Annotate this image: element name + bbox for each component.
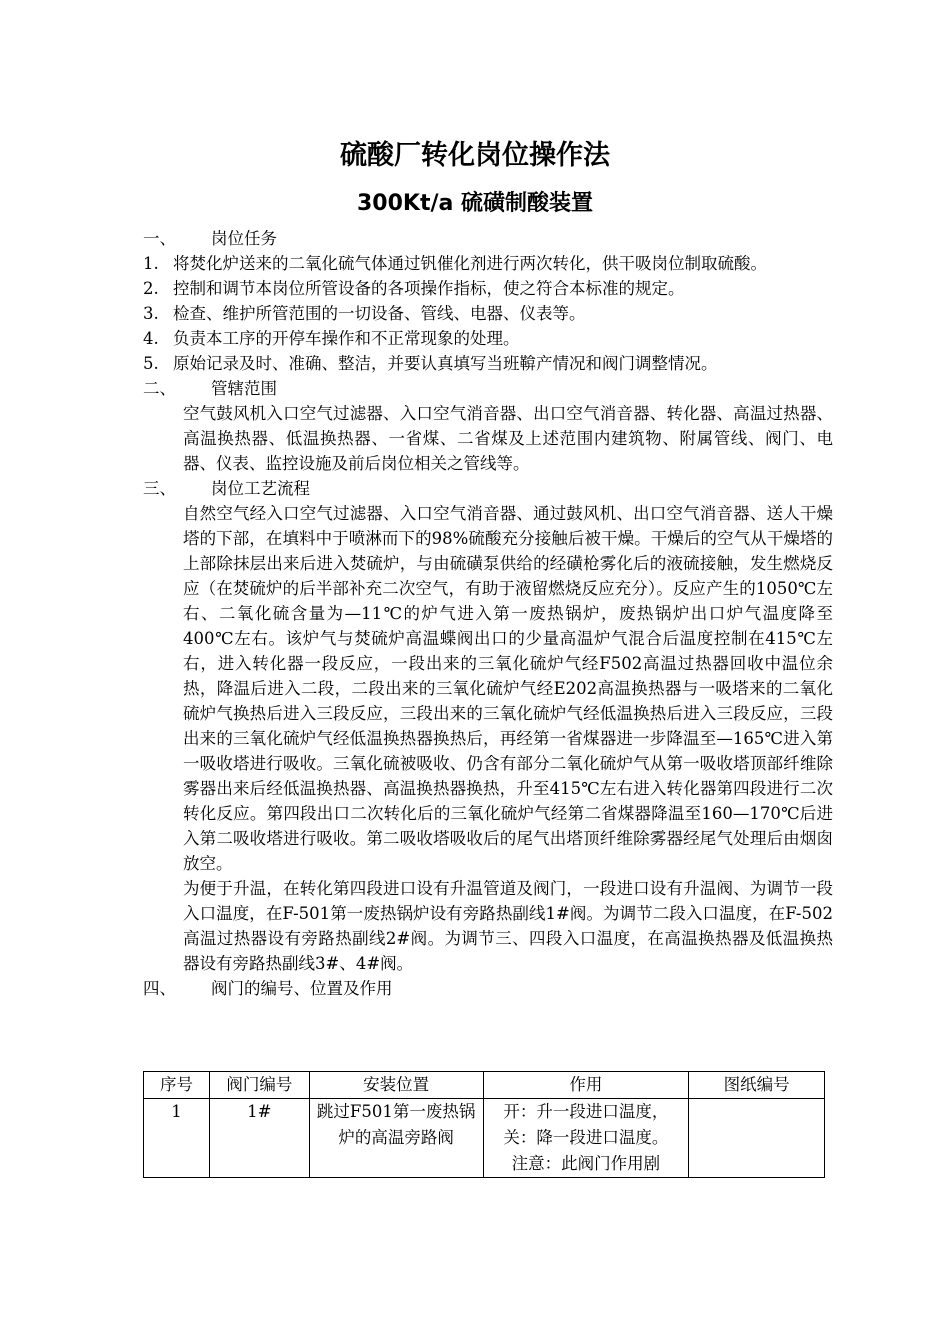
cell-location: 跳过F501第一废热锅炉的高温旁路阀 — [309, 1099, 483, 1178]
section-heading-scope: 二、 管辖范围 — [143, 379, 277, 398]
process-paragraph-2: 为便于升温，在转化第四段进口设有升温管道及阀门，一段进口设有升温阀、为调节一段入口温度，在F-501第一废热锅炉设有旁路热副线1#阀。为调节二段入口温度，在F-502高温过热器设有旁路热副线2#阀。为调节三、四段入口温度，在高温换热器及低温换热器设有旁路热副线3#、4#阀。 — [183, 879, 833, 973]
cell-seq: 1 — [144, 1099, 210, 1178]
column-header: 阀门编号 — [209, 1072, 309, 1099]
column-header: 序号 — [144, 1072, 210, 1099]
section-heading-process: 三、 岗位工艺流程 — [143, 479, 310, 498]
document-subtitle: 300Kt/a 硫磺制酸装置 — [356, 191, 594, 216]
document-body — [143, 226, 833, 1001]
valve-table — [143, 1071, 825, 1178]
cell-drawing — [689, 1099, 825, 1178]
column-header: 图纸编号 — [689, 1072, 825, 1099]
column-header: 作用 — [483, 1072, 689, 1099]
cell-function — [483, 1099, 689, 1178]
section-heading-valves: 四、 阀门的编号、位置及作用 — [143, 979, 393, 998]
table-row — [144, 1099, 825, 1178]
section-heading-tasks: 一、 岗位任务 — [143, 229, 277, 248]
task-item: 1. 将焚化炉送来的二氧化硫气体通过钒催化剂进行两次转化，供干吸岗位制取硫酸。 — [143, 254, 767, 273]
document-title: 硫酸厂转化岗位操作法 — [340, 140, 610, 171]
scope-paragraph: 空气鼓风机入口空气过滤器、入口空气消音器、出口空气消音器、转化器、高温过热器、高温换热器、低温换热器、一省煤、二省煤及上述范围内建筑物、附属管线、阀门、电器、仪表、监控设施及前后岗位相关之管线等。 — [183, 404, 833, 473]
task-item: 4. 负责本工序的开停车操作和不正常现象的处理。 — [143, 329, 520, 348]
cell-valve: 1# — [209, 1099, 309, 1178]
function-text: 开：升一段进口温度，关：降一段进口温度。 — [503, 1102, 669, 1147]
task-item: 2. 控制和调节本岗位所管设备的各项操作指标，使之符合本标准的规定。 — [143, 279, 685, 298]
task-item: 3. 检查、维护所管范围的一切设备、管线、电器、仪表等。 — [143, 304, 586, 323]
function-note: 注意：此阀门作用剧 — [511, 1154, 661, 1173]
process-paragraph-1: 自然空气经入口空气过滤器、入口空气消音器、通过鼓风机、出口空气消音器、送人干燥塔的下部，在填料中于喷淋而下的98%硫酸充分接触后被干燥。干燥后的空气从干燥塔的上部除抹层出来后进入焚硫炉，与由硫磺泵供给的经磺枪雾化后的液硫接触，发生燃烧反应（在焚硫炉的后半部补充二次空气，有助于液留燃烧反应充分）。反应产生的1050℃左右、二氧化硫含量为—11℃的炉气进入第一废热锅炉，废热锅炉出口炉气温度降至400℃左右。该炉气与焚硫炉高温蝶阀出口的少量高温炉气混合后温度控制在415℃左右，进入转化器一段反应，一段出来的三氧化硫炉气经F502高温过热器回收中温位余热，降温后进入二段，二段出来的三氧化硫炉气经E202高温换热器与一吸塔来的二氧化硫炉气换热后进入三段反应，三段出来的三氧化硫炉气经低温换热后进入三段反应，三段出来的三氧化硫炉气经低温换热器换热后，再经第一省煤器进一步降温至—165℃进入第一吸收塔进行吸收。三氧化硫被吸收、仍含有部分二氧化硫炉气从第一吸收塔顶部纤维除雾器出来后经低温换热器、高温换热器换热，升至415℃左右进入转化器第四段进行二次转化反应。第四段出口二次转化后的三氧化硫炉气经第二省煤器降温至160—170℃后进入第二吸收塔进行吸收。第二吸收塔吸收后的尾气出塔顶纤维除雾器经尾气处理后由烟囱放空。 — [183, 504, 833, 873]
task-item: 5. 原始记录及时、准确、整洁，并要认真填写当班鞥产情况和阀门调整情况。 — [143, 354, 718, 373]
table-header-row — [144, 1072, 825, 1099]
column-header: 安装位置 — [309, 1072, 483, 1099]
